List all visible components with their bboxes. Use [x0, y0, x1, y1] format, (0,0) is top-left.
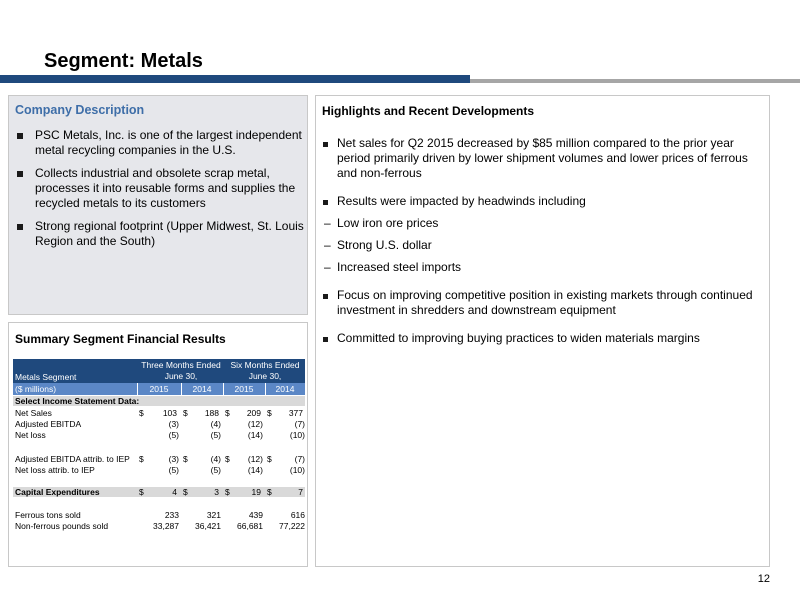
list-item: Collects industrial and obsolete scrap metal, processes it into reusable forms and supplies the recycled metals to its customers: [15, 166, 305, 211]
year-header: 2014: [192, 384, 212, 394]
six-months-header: Six Months Ended: [230, 360, 300, 370]
square-bullet-icon: [323, 142, 328, 147]
dash-bullet-icon: –: [324, 216, 331, 230]
list-item: Results were impacted by headwinds including: [322, 194, 762, 209]
square-bullet-icon: [323, 294, 328, 299]
row-label: Non-ferrous pounds sold: [15, 521, 109, 531]
list-item: Focus on improving competitive position in existing markets through continued investment in shredders and downstream equipment: [322, 288, 762, 318]
year-header: 2014: [275, 384, 295, 394]
financial-results-header: Summary Segment Financial Results: [15, 332, 226, 346]
list-item: Net sales for Q2 2015 decreased by $85 million compared to the prior year period primarily driven by lower shipment volumes and lower prices of ferrous and non-ferrous: [322, 136, 762, 181]
square-bullet-icon: [17, 171, 23, 177]
list-item: – Low iron ore prices: [324, 216, 439, 230]
units-label: ($ millions): [15, 384, 57, 394]
square-bullet-icon: [323, 337, 328, 342]
company-description-panel: [8, 95, 308, 315]
list-item: – Strong U.S. dollar: [324, 238, 432, 252]
title-rule-blue: [0, 75, 470, 83]
highlights-panel: [315, 95, 770, 567]
highlights-header: Highlights and Recent Developments: [322, 104, 535, 118]
square-bullet-icon: [323, 200, 328, 205]
list-item: Committed to improving buying practices to widen materials margins: [322, 331, 762, 346]
three-months-header: Three Months Ended: [141, 360, 221, 370]
year-header: 2015: [234, 384, 254, 394]
row-label: Adjusted EBITDA attrib. to IEP: [15, 454, 130, 464]
year-header: 2015: [149, 384, 169, 394]
section-label: Select Income Statement Data:: [15, 396, 140, 406]
six-months-date: June 30,: [248, 371, 282, 381]
company-description-list: [15, 128, 305, 257]
capex-label: Capital Expenditures: [15, 487, 100, 497]
financial-results-panel: Summary Segment Financial Results Three Months Ended June 30, Six Months Ended June 30, Metals Segment ($ millions) 2015 2014 2015 2014 Select Income Statement Data: Net Sales $ 103 $ 188 $ 209 $ 377 Adjusted EBITDA (3) (4) (12) (7) Net loss (5) (5) (14) (10) Adjusted EBITDA attrib. to IEP $ (3) $ (4) $ (12) $ (7) Net loss attrib. to IEP (5) (5) (14) (10) Capital Expenditures $ 4 $ 3 $ 19 $ 7 Ferrous tons sold 233 321 439 616 Non-ferrous pounds sold 33,287 36,421 66,681 77,222: [8, 322, 308, 567]
row-label: Net loss: [15, 430, 46, 440]
list-item: PSC Metals, Inc. is one of the largest independent metal recycling companies in the U.S.: [15, 128, 305, 158]
square-bullet-icon: [17, 224, 23, 230]
row-label: Net Sales: [15, 408, 52, 418]
square-bullet-icon: [17, 133, 23, 139]
row-label: Net loss attrib. to IEP: [15, 465, 95, 475]
dash-bullet-icon: –: [324, 260, 331, 274]
dash-bullet-icon: –: [324, 238, 331, 252]
row-label: Adjusted EBITDA: [15, 419, 82, 429]
highlights-list: [322, 136, 762, 353]
segment-label: Metals Segment: [15, 372, 77, 382]
company-description-header: Company Description: [15, 103, 145, 117]
row-label: Ferrous tons sold: [15, 510, 81, 520]
three-months-date: June 30,: [164, 371, 198, 381]
list-item: – Increased steel imports: [324, 260, 462, 274]
page-title: Segment: Metals: [44, 50, 203, 72]
page-number: 12: [757, 573, 770, 585]
list-item: Strong regional footprint (Upper Midwest, St. Louis Region and the South): [15, 219, 305, 249]
title-rule-gray: [470, 79, 800, 83]
